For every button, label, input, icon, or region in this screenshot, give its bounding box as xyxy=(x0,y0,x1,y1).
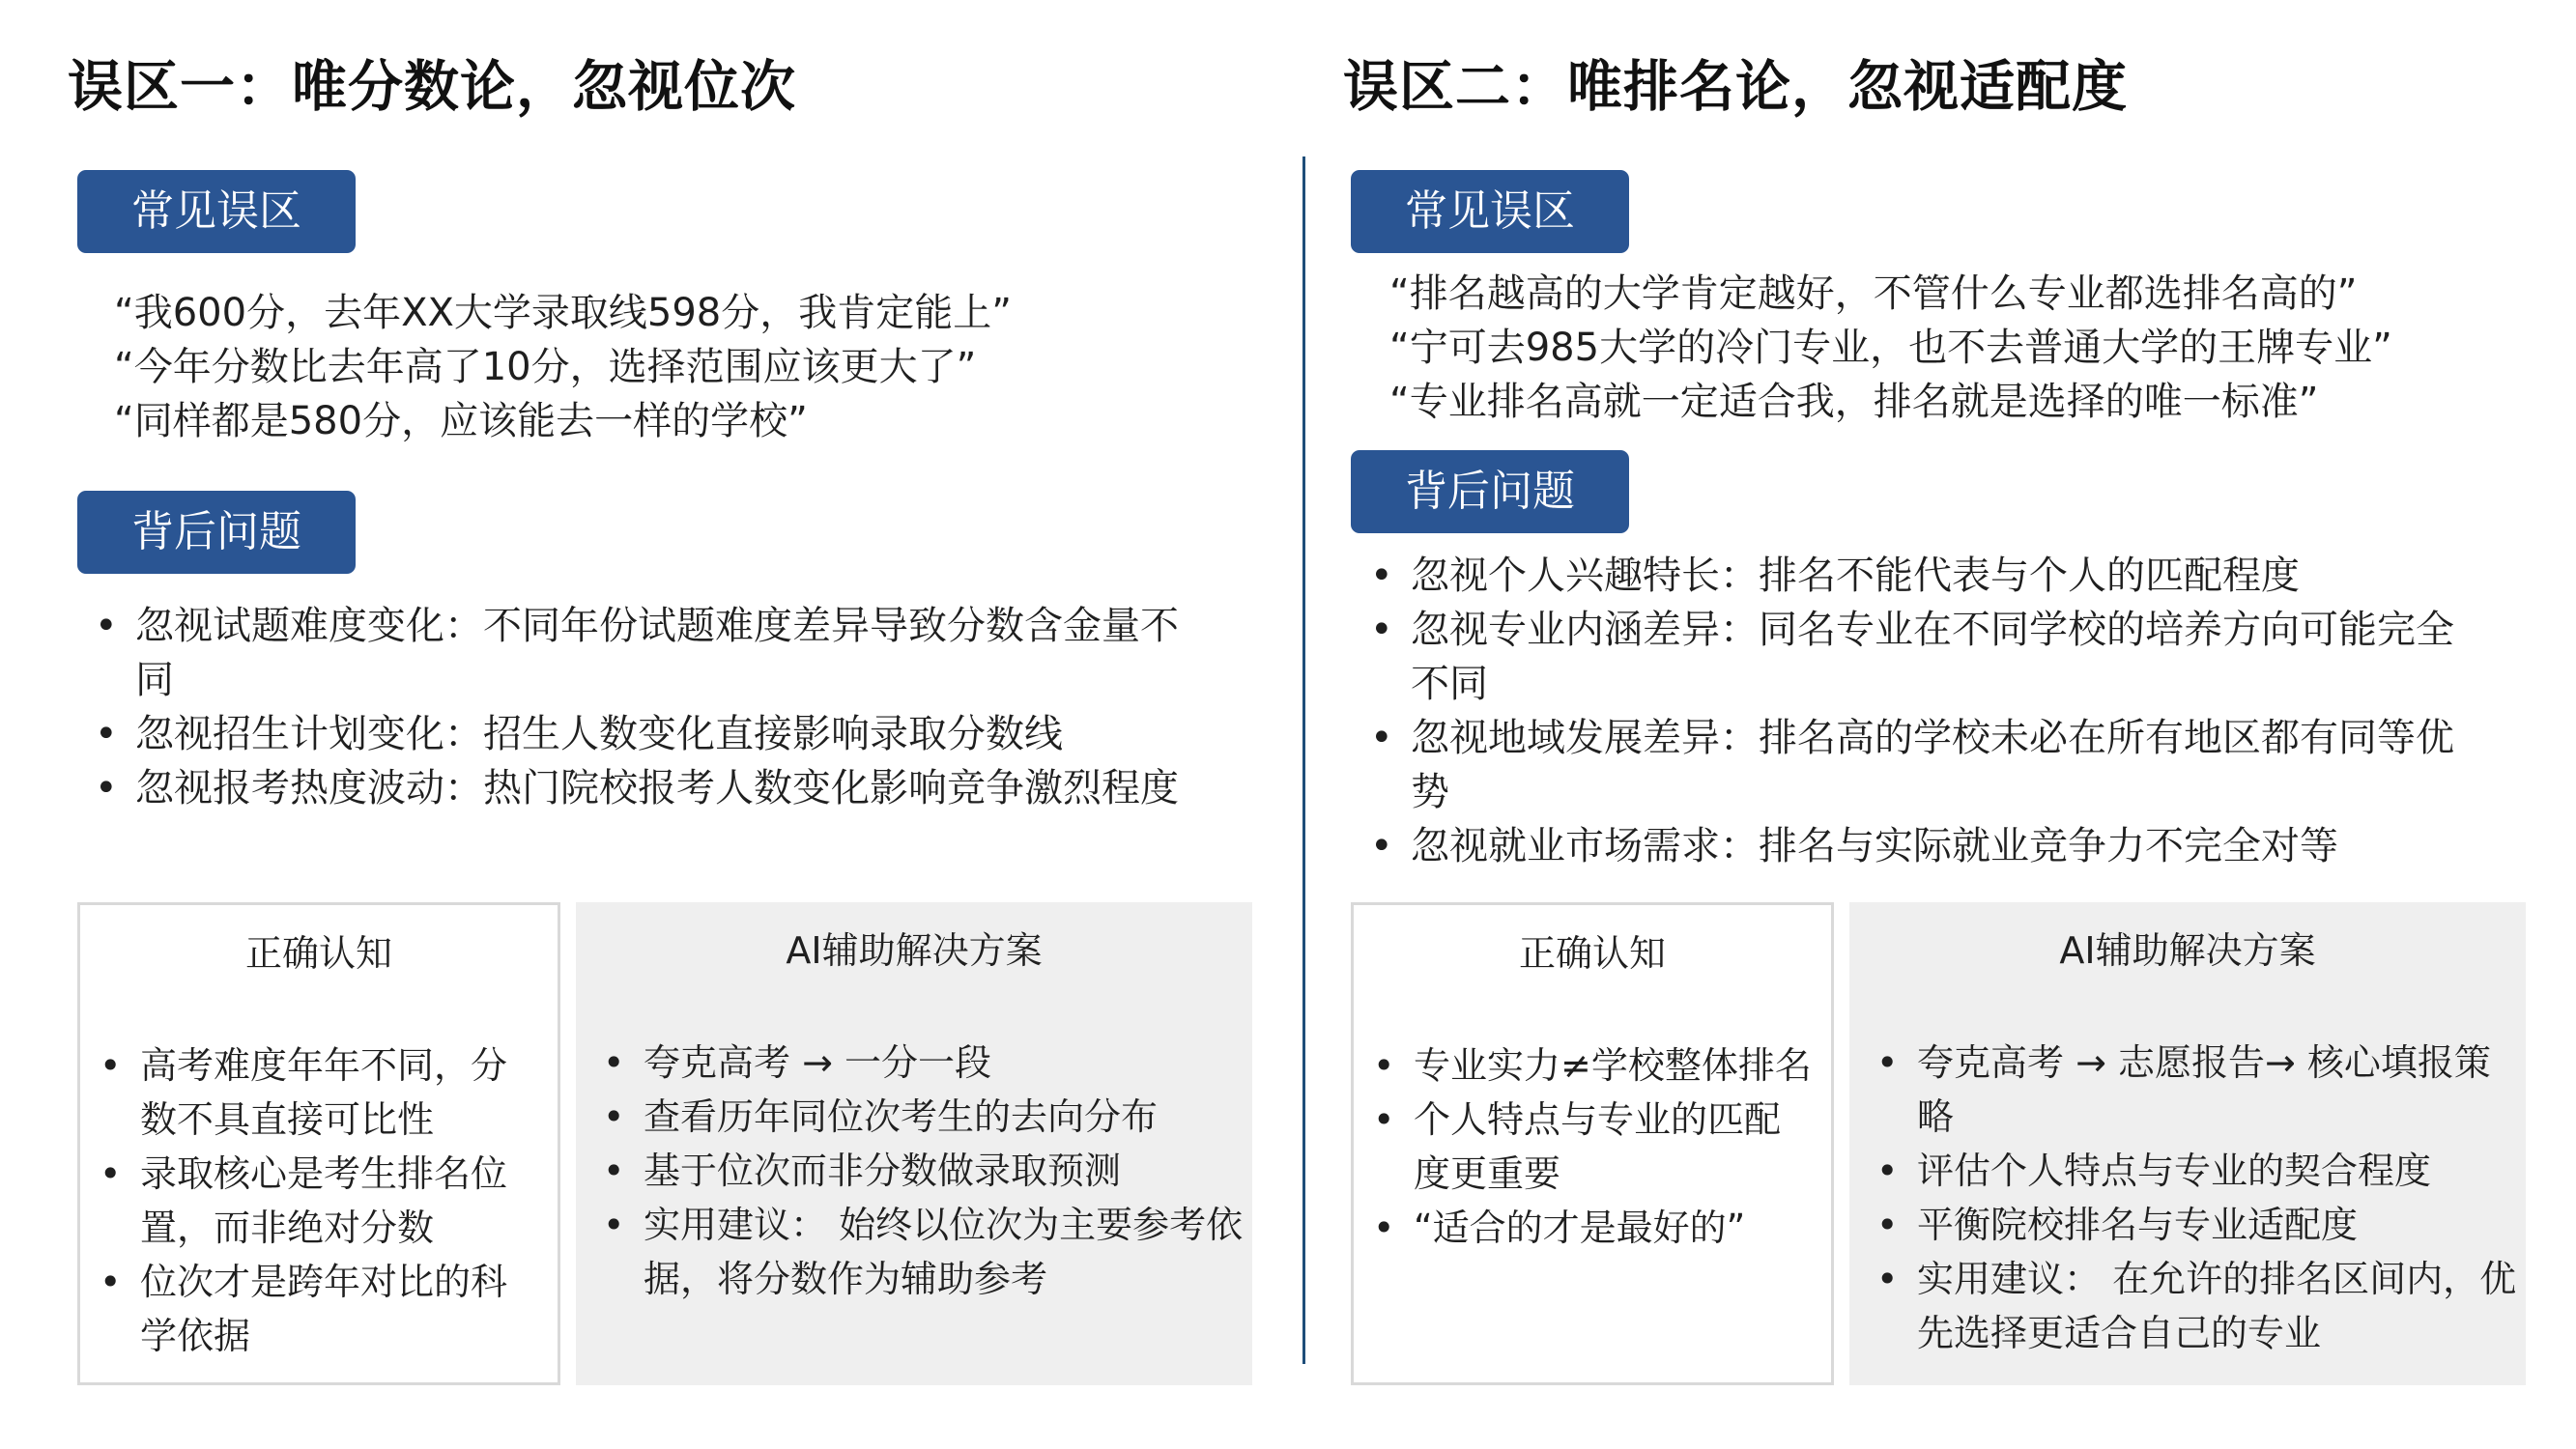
box-heading: AI辅助解决方案 xyxy=(2059,929,2316,972)
list-item: • 录取核心是考生排名位置，而非绝对分数 xyxy=(86,1147,540,1255)
quote-line: “同样都是580分，应该能去一样的学校” xyxy=(114,399,808,443)
list-item: • 夸克高考 → 志愿报告→ 核心填报策略 xyxy=(1863,1036,2520,1144)
list-item: • 忽视个人兴趣特长：排名不能代表与个人的匹配程度 xyxy=(1357,549,2477,603)
ai-solution-box xyxy=(1849,902,2526,1385)
section-title: 误区一：唯分数论，忽视位次 xyxy=(68,55,796,119)
tag-common-myths: 常见误区 xyxy=(77,170,356,253)
ai-solution-box xyxy=(576,902,1252,1385)
list-item: • 评估个人特点与专业的契合程度 xyxy=(1863,1144,2520,1198)
myth-quotes xyxy=(114,286,1012,448)
ai-solution-list xyxy=(589,1036,1246,1306)
tag-common-myths: 常见误区 xyxy=(1351,170,1629,253)
quote-line: “专业排名高就一定适合我，排名就是选择的唯一标准” xyxy=(1389,380,2319,424)
list-item: • “适合的才是最好的” xyxy=(1360,1201,1814,1255)
quote-line: “宁可去985大学的冷门专业，也不去普通大学的王牌专业” xyxy=(1389,326,2392,370)
myth-quotes xyxy=(1389,267,2392,429)
correct-view-list xyxy=(86,1038,540,1363)
correct-view-box xyxy=(1351,902,1834,1385)
list-item: • 忽视试题难度变化：不同年份试题难度差异导致分数含金量不同 xyxy=(81,599,1202,707)
section-title: 误区二：唯排名论，忽视适配度 xyxy=(1343,55,2128,119)
box-heading: 正确认知 xyxy=(1518,932,1666,975)
correct-view-list xyxy=(1360,1038,1814,1255)
issues-list xyxy=(81,599,1202,815)
list-item: • 实用建议： 始终以位次为主要参考依据，将分数作为辅助参考 xyxy=(589,1198,1246,1306)
list-item: • 个人特点与专业的匹配度更重要 xyxy=(1360,1093,1814,1201)
list-item: • 忽视招生计划变化：招生人数变化直接影响录取分数线 xyxy=(81,707,1202,761)
issues-list xyxy=(1357,549,2477,873)
list-item: • 夸克高考 → 一分一段 xyxy=(589,1036,1246,1090)
tag-underlying-issues: 背后问题 xyxy=(77,491,356,574)
quote-line: “排名越高的大学肯定越好，不管什么专业都选排名高的” xyxy=(1389,271,2358,316)
list-item: • 专业实力≠学校整体排名 xyxy=(1360,1038,1814,1093)
list-item: • 忽视地域发展差异：排名高的学校未必在所有地区都有同等优势 xyxy=(1357,711,2477,819)
list-item: • 实用建议： 在允许的排名区间内，优先选择更适合自己的专业 xyxy=(1863,1252,2520,1360)
list-item: • 位次才是跨年对比的科学依据 xyxy=(86,1255,540,1363)
list-item: • 高考难度年年不同，分数不具直接可比性 xyxy=(86,1038,540,1147)
list-item: • 忽视专业内涵差异：同名专业在不同学校的培养方向可能完全不同 xyxy=(1357,603,2477,711)
list-item: • 忽视就业市场需求：排名与实际就业竞争力不完全对等 xyxy=(1357,819,2477,873)
box-heading: AI辅助解决方案 xyxy=(786,929,1043,972)
correct-view-box xyxy=(77,902,560,1385)
quote-line: “今年分数比去年高了10分，选择范围应该更大了” xyxy=(114,345,977,389)
list-item: • 查看历年同位次考生的去向分布 xyxy=(589,1090,1246,1144)
ai-solution-list xyxy=(1863,1036,2520,1360)
list-item: • 平衡院校排名与专业适配度 xyxy=(1863,1198,2520,1252)
quote-line: “我600分，去年XX大学录取线598分，我肯定能上” xyxy=(114,291,1012,335)
tag-underlying-issues: 背后问题 xyxy=(1351,450,1629,533)
column-divider xyxy=(1302,156,1305,1364)
list-item: • 基于位次而非分数做录取预测 xyxy=(589,1144,1246,1198)
list-item: • 忽视报考热度波动：热门院校报考人数变化影响竞争激烈程度 xyxy=(81,761,1202,815)
box-heading: 正确认知 xyxy=(244,932,392,975)
